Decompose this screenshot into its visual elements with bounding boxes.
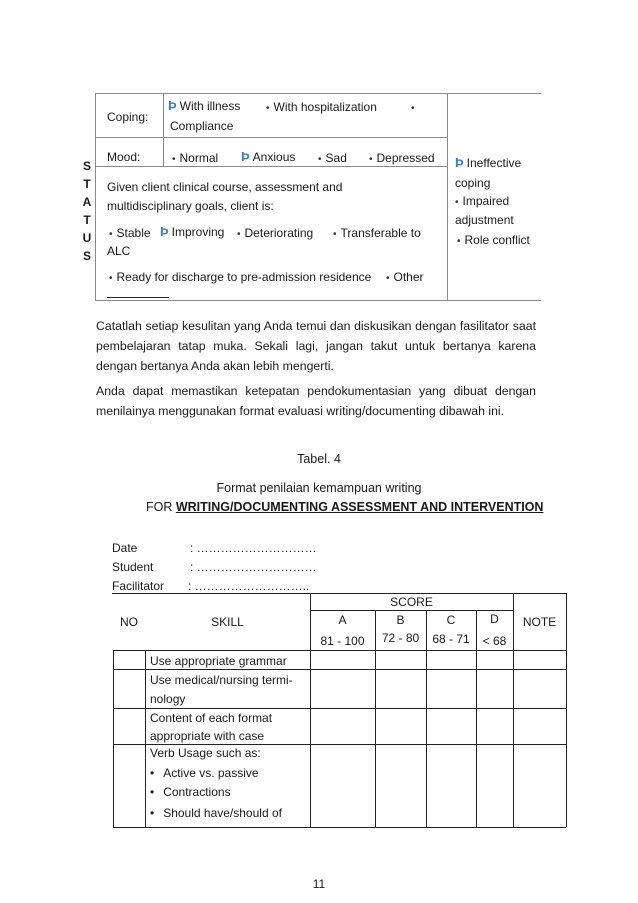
col-line-right [566,593,567,827]
facilitator-value: : ……………………….. [188,579,310,593]
student-label: Student [112,560,154,574]
checkmark-icon: Ϸ [168,98,177,113]
subtitle-bold-underlined: WRITING/DOCUMENTING ASSESSMENT AND INTERVENTION [175,500,544,514]
bullet-active-text: Active vs. passive [163,766,259,780]
mood-normal-text: Normal [179,151,219,165]
grade-c-range: 68 - 71 [432,632,470,646]
bullet-icon: • [455,197,459,208]
status-vertical-label [80,157,94,265]
mood-option-normal [172,151,218,167]
grade-c-letter: C [446,613,456,627]
checkmark-icon: Ϸ [160,224,169,239]
format-subtitle-2 [146,500,543,514]
score-header-divider [310,610,513,611]
bullet-icon: • [411,103,415,114]
row-line-header-bottom [113,650,566,651]
goals-line-2: multidisciplinary goals, client is: [107,199,274,213]
right-role-text: Role conflict [464,233,530,247]
status-table-right-divider [447,93,448,300]
student-value: : ………………………… [190,560,317,574]
mood-option-anxious [241,150,295,164]
header-skill: SKILL [211,615,244,629]
bullet-icon: • [109,229,113,240]
goals-line-1: Given client clinical course, assessment and [107,180,343,194]
header-no: NO [120,615,138,629]
grade-b-letter: B [396,613,405,627]
goal-stable-text: Stable [116,226,151,240]
status-letter: S [82,159,91,173]
coping-option-compliance-bullet [411,100,419,116]
mood-option-sad [318,151,347,167]
grade-b-range: 72 - 80 [381,631,420,645]
checkmark-icon: Ϸ [241,149,250,164]
status-table-top-border [95,93,541,94]
skill-terminology-line-1: Use medical/nursing termi- [150,673,293,687]
bullet-icon: • [318,154,322,165]
bullet-icon: • [109,273,113,284]
bullet-active-passive [150,766,259,780]
goal-deteriorating-text: Deteriorating [244,226,314,240]
skill-content-line-1: Content of each format [150,711,273,725]
row-line-3 [113,744,566,745]
score-table-bottom-border [113,827,566,828]
col-line-left [113,650,114,827]
mood-sad-text: Sad [325,151,347,165]
bullet-contractions [150,785,231,799]
right-impaired-text: Impaired [462,194,510,208]
bullet-icon: • [333,229,337,240]
date-label: Date [112,541,138,555]
bullet-icon: • [266,103,270,114]
bullet-icon: • [369,154,373,165]
right-ineffective-text: Ineffective [466,156,522,170]
bullet-icon: • [150,785,155,799]
goal-improving-text: Improving [171,225,225,239]
bullet-icon: • [237,229,241,240]
date-value: : ………………………… [190,541,317,555]
format-subtitle: Format penilaian kemampuan writing [216,481,422,495]
col-line-no [145,650,146,827]
right-role-conflict [457,233,530,249]
skill-terminology-line-2: nology [150,692,186,706]
instruction-paragraph-1: Catatlah setiap kesulitan yang Anda temui dan diskusikan dengan fasilitator saat pembelajaran tatap muka. Sekali lagi, jangan takut untuk bertanya karena dengan bertanya Anda akan lebih mengerti. [96,319,536,373]
mood-depressed-text: Depressed [376,151,435,165]
facilitator-label: Facilitator [112,579,165,593]
goal-option-improving [160,225,224,239]
skill-grammar: Use appropriate grammar [150,654,287,668]
right-impaired [455,194,509,210]
mood-label: Mood: [107,150,141,164]
goal-other-text: Other [393,270,424,284]
checkmark-icon: Ϸ [455,155,464,170]
coping-label: Coping: [107,110,149,124]
row-line-2 [113,708,566,709]
instruction-paragraph-2: Anda dapat memastikan ketepatan pendokumentasian yang dibuat dengan menilainya menggunakan format evaluasi writing/documenting dibawah ini. [96,384,536,418]
col-line-skill [310,593,311,827]
coping-option-illness [168,99,240,113]
status-table-bottom-border [95,300,541,301]
bullet-icon: • [172,154,176,165]
mood-option-depressed [369,151,435,167]
status-table-row-divider-1 [95,137,447,138]
header-note: NOTE [522,615,557,629]
status-table-col-divider [163,93,164,166]
bullet-icon: • [386,273,390,284]
status-letter: A [82,195,92,209]
goal-option-other [386,270,424,286]
bullet-should [150,806,282,820]
goal-option-ready [109,270,371,286]
coping-compliance-text: Compliance [170,119,234,133]
status-letter: T [83,213,91,227]
grade-a-range: 81 - 100 [320,634,365,648]
right-adjustment-text: adjustment [455,213,514,227]
bullet-should-text: Should have/should of [163,806,282,820]
skill-verb-usage: Verb Usage such as: [150,746,261,760]
goal-option-deteriorating [237,226,313,242]
status-letter: U [82,231,92,245]
bullet-contractions-text: Contractions [163,785,231,799]
header-score: SCORE [390,595,433,609]
table-title: Tabel. 4 [297,452,341,466]
bullet-icon: • [150,766,155,780]
mood-anxious-text: Anxious [252,150,296,164]
goal-alc-text: ALC [107,244,131,258]
coping-option-hospitalization [266,100,377,116]
status-letter: T [83,177,91,191]
score-table-top-border [112,593,566,594]
grade-a-letter: A [338,613,347,627]
coping-hospitalization-text: With hospitalization [273,100,377,114]
status-letter: S [82,249,91,263]
subtitle-prefix: FOR [146,500,176,514]
bullet-icon: • [457,236,461,247]
row-line-1 [113,669,566,670]
page-number: 11 [312,877,326,891]
right-coping-text: coping [455,176,491,190]
bullet-icon: • [150,806,155,820]
goal-transferable-text: Transferable to [340,226,421,240]
right-ineffective [455,156,521,170]
goal-option-transferable [333,226,421,242]
goal-option-stable [109,226,151,242]
coping-illness-text: With illness [179,99,241,113]
goal-ready-text: Ready for discharge to pre-admission residence [116,270,372,284]
skill-content-line-2: appropriate with case [150,729,265,743]
grade-d-letter: D [490,612,499,626]
grade-d-range: < 68 [482,634,507,648]
status-table-left-border [95,93,96,300]
other-blank-line [107,297,169,298]
